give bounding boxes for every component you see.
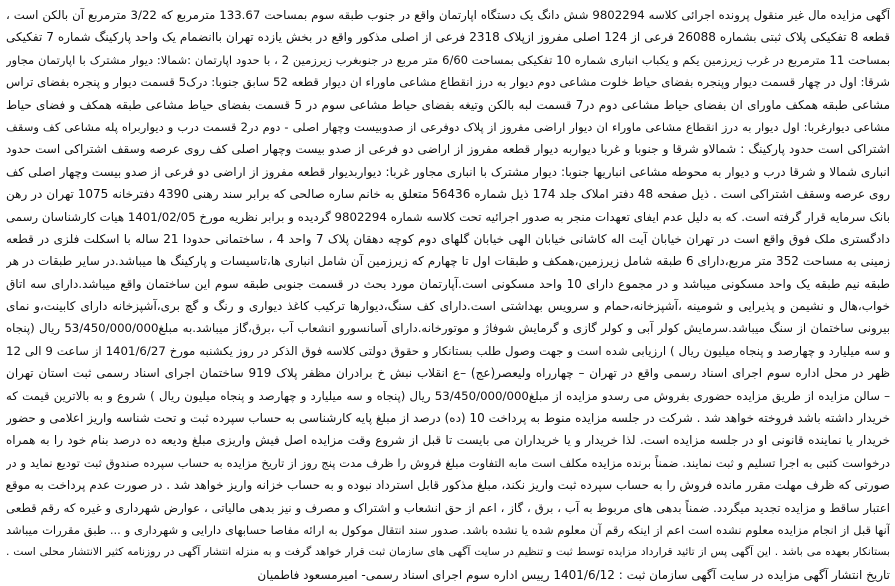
notice-line: مشاعی دیوارغربا: اول دیوار به درز انقطاع مشاعی ماوراء ان دیوار اراضی مفروز از پلاک دوفرعی از صدوبیست وچهار اصلی - دوم در2 قسمت درب و دیواربراه پله مشاعی کف وسقف bbox=[6, 119, 890, 134]
notice-line: قطعه 8 تفکیکی پلاک ثبتی بشماره 26088 فرعی از 124 اصلی مفروز ازپلاک 2318 فرعی از اصلی مذکور واقع در بخش یازده تهران باانضمام یک واحد پارکینگ شماره 7 تفکیکی bbox=[6, 30, 890, 45]
notice-line: بستانکار بعهده می باشد . این آگهی پس از تائید قرارداد مزایده توسط ثبت و تنظیم در سایت آگهی های سازمان ثبت قرار خواهد گرفت و به منزله انتشار آگهی در روزنامه کثیر الانتشار محلی است . bbox=[6, 545, 890, 559]
notice-line: طبقه نیم طبقه یک واحد مسکونی میباشد و در مجموع دارای 10 واحد مسکونی است.آپارتمان مورد بحث در قسمت جنوبی طبقه سوم این ساختمان واقع میباشد.دارای سه اتاق bbox=[6, 276, 890, 291]
notice-line: آنها قبل از انجام مزایده معلوم نشده است اعم از اینکه رقم آن معلوم شده یا نشده باشد. صدور سند انتقال موکول به ارائه مفاصا حسابهای دارایی و شهرداری و ... طبق مقررات میباشد bbox=[6, 522, 890, 537]
notice-line: بانک سرمایه قرار گرفته است. که به دلیل عدم ایفای تعهدات منجر به صدور اجرائیه تحت کلاسه شماره 9802294 گردیده و برابر نظریه مورخ 1401/02/05 هیات کارشناسان رسمی bbox=[6, 209, 890, 224]
notice-line: اعتبار ساقط و مزایده تجدید میگردد. ضمناً بدهی های مربوط به آب ، برق ، گاز ، اعم از حق انشعاب و اشتراک و مصرف و نیز بدهی مالیاتی ، عوارض شهرداری و غیره که رقم قطعی bbox=[6, 500, 890, 515]
notice-line: زمینی به مساحت 352 متر مربع،دارای 6 طبقه شامل زیرزمین،همکف و طبقات اول تا چهارم که زیرزمین آن شامل انباری ها،تاسیسات و پارکینگ ها میباشد.در سایر طبقات در هر bbox=[6, 254, 890, 269]
notice-line: خریدار یا نماینده قانونی او در جلسه مزایده است. لذا خریدار و یا خریداران می بایست تا قبل از شروع وقت مزایده اصل فیش واریزی مبلغ ودیعه ده درصد بنام خود را به همراه bbox=[6, 433, 890, 448]
notice-line: روی عرصه وسقف اشتراکی است . ذیل صفحه 48 دفتر املاک جلد 174 ذیل شماره 56436 متعلق به خانم ساره صالحی که برابر سند رهنی 4390 دفترخانه 1075 تهران در رهن bbox=[6, 187, 890, 202]
notice-line: بیرونی ساختمان از سنگ میباشد.سرمایش کولر آبی و کولر گازی و گرمایش شوفاژ و موتورخانه.دارای آسانسورو انشعاب آب ،برق،گاز میباشد.به مبلغ53/450/000/000 ریال (پنجاه bbox=[6, 321, 890, 336]
notice-line: اشتراکی است حدود پارکینگ : شمالاو شرقا و جنوبا و غربا دیواربه دیوار قطعه مفروز از اراضی دو فرعی از صدو بیست وچهار اصلی کف روی عرصه وسقف اشتراکی است حدود bbox=[6, 142, 890, 157]
notice-line: آگهی مزایده مال غیر منقول پرونده اجرائی کلاسه 9802294 شش دانگ یک دستگاه اپارتمان واقع در جنوب طبقه سوم بمساحت 133.67 مترمربع که 3/22 مترمربع آن بالکن است ، bbox=[6, 8, 890, 22]
notice-line: و سه میلیارد و چهارصد و پنجاه میلیون ریال ) ارزیابی شده است و جهت وصول طلب بستانکار و حقوق دولتی کلاسه فوق الذکر در روز یکشنبه مورخ 1401/6/27 از ساعت 9 الی 12 bbox=[6, 343, 890, 358]
notice-line: انباری شمالا و شرقا درب و دیوار به محوطه مشاعی انباریها جنوبا: دیوار مشترک با انباری مجاور غربا: دیواربدیوار قطعه مفروز از اراضی دو فرعی از صدو بیست وچهار اصلی کف bbox=[6, 164, 890, 179]
notice-line: – سالن مزایده از طریق مزایده حضوری بفروش می رسدو مزایده از مبلغ53/450/000/000 ریال (پنجاه و سه میلیارد و چهارصد و پنجاه میلیون ریال ) شروع و به بالاترین قیمت که bbox=[6, 388, 890, 403]
notice-line: دادگستری ملک فوق واقع است در تهران خیابان آیت اله کاشانی خیابان الهی خیابان گلهای دوم کوچه دهقان پلاک 7 واحد 4 ، ساختمانی حدودا 21 ساله با اسکلت فلزی در قطعه bbox=[6, 231, 890, 246]
notice-signature-line: تاریخ انتشار آگهی مزایده در سایت آگهی سازمان ثبت : 1401/6/12 رییس اداره سوم اجرای اسناد رسمی- امیرمسعود فاطمیان bbox=[257, 567, 890, 582]
notice-line: صورتی که ظرف مهلت مقرر مانده فروش را به حساب سپرده ثبت واریز نکند، مبلغ مذکور قابل استرداد نبوده و به حساب خزانه واریز خواهد شد . در صورت عدم پرداخت به موقع bbox=[6, 478, 890, 493]
notice-line: ظهر در محل اداره سوم اجرای اسناد رسمی واقع در تهران – چهارراه ولیعصر(عج) –ع انقلاب نبش خ برادران مظفر پلاک 919 ساختمان اجرای اسناد رسمی ثبت استان تهران bbox=[6, 366, 890, 381]
notice-line: خواب،هال و نشیمن و پذیرایی و شومینه ،آشپزخانه،حمام و سرویس بهداشتی است.دارای کف سنگ،دیوارها ترکیب کاغذ دیواری و رنگ و گچ بری،آشپزخانه دارای کابینت،و نمای bbox=[6, 299, 890, 314]
notice-line: خریدار داشته باشد فروخته خواهد شد . شرکت در جلسه مزایده منوط به پرداخت 10 (ده) درصد از مبلغ پایه کارشناسی به حساب سپرده ثبت و تحت شناسه واریز اعلامی و حضور bbox=[6, 411, 890, 426]
notice-line: شرقا: اول در چهار قسمت دیوار وپنجره بفضای حیاط خلوت مشاعی دوم دیوار به درز انقطاع مشاعی ماوراء ان دیوار قطعه 52 سابق جنوبا: درک5 قسمت دیوار و پنجره بفضای تراس bbox=[6, 75, 890, 90]
notice-line: مشاعی طبقه همکف ماورای ان بفضای حیاط مشاعی دوم در7 قسمت لبه بالکن وتیغه بفضای حیاط مشاعی سوم در 5 قسمت بفضای حیاط مشاعی طبقه همکف و فضای حیاط bbox=[6, 97, 890, 112]
notice-line: درخواست کتبی به اجرا تسلیم و ثبت نمایند. ضمناً برنده مزایده مکلف است مابه التفاوت مبلغ فروش را ظرف مدت پنج روز از تاریخ مزایده به حساب سپرده صندوق ثبت تودیع نماید و در bbox=[6, 455, 890, 470]
notice-line: بمساحت 11 مترمربع در غرب زیرزمین یکم و یکباب انباری شماره 10 تفکیکی بمساحت 6/60 متر مربع در جنوبغرب زیرزمین 2 ، با حدود اپارتمان :شمالا: دیوار مشترک با اپارتمان مجاور bbox=[6, 52, 890, 67]
